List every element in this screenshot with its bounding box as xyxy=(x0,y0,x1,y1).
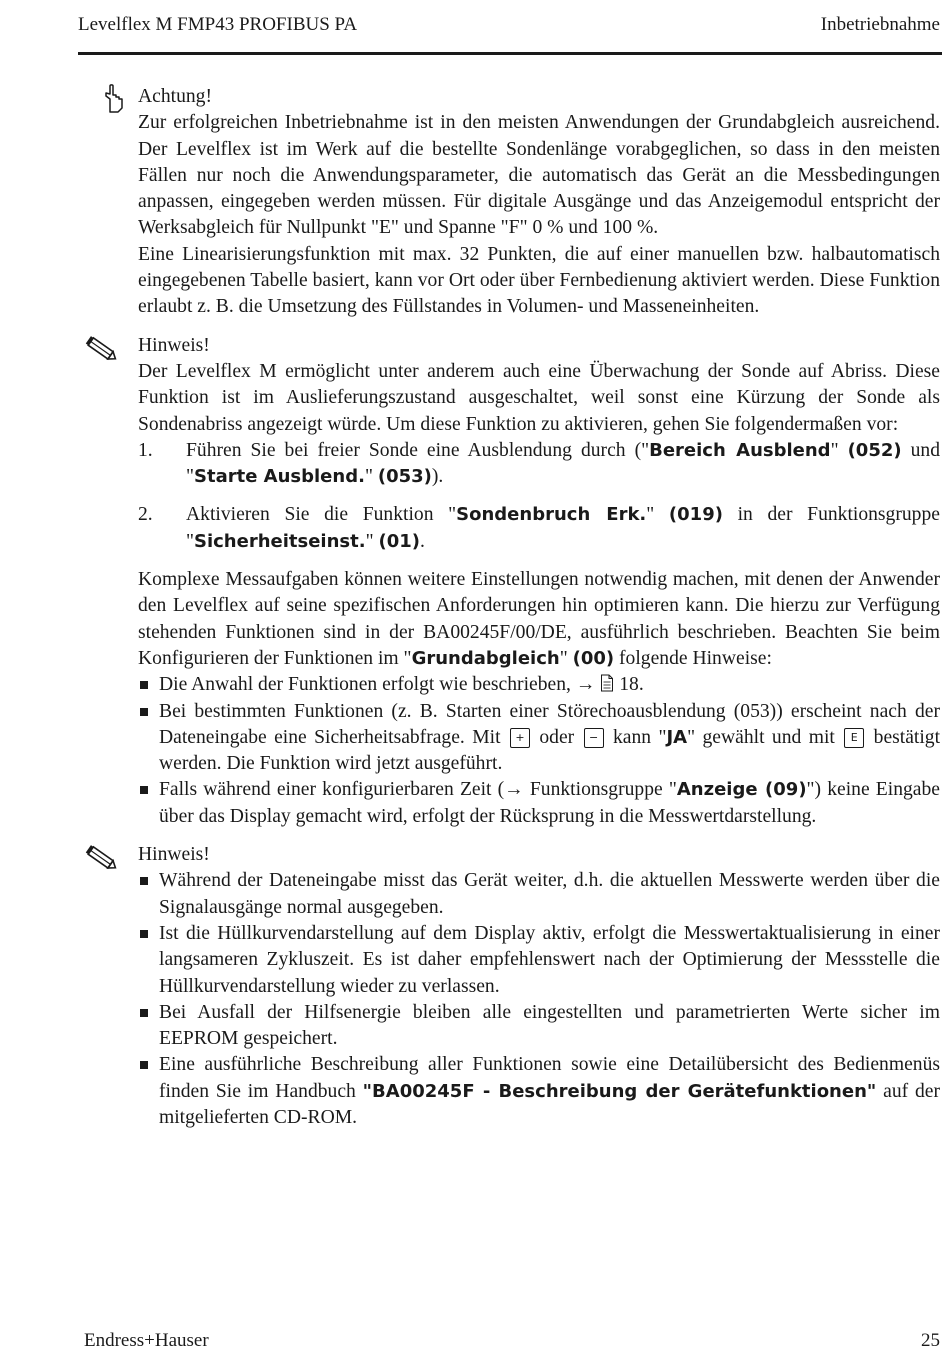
pencil-icon xyxy=(84,335,120,365)
note-block-2 xyxy=(0,842,950,1131)
page-number: 25 xyxy=(921,1330,940,1351)
step-item-2: 2. Aktivieren Sie die Funktion "Sondenbruch Erk." (019) in der Funktionsgruppe "Sicherheitseinst." (01). xyxy=(138,504,940,552)
caution-block xyxy=(0,84,950,321)
caution-title: Achtung! xyxy=(138,86,213,107)
plus-key-icon: + xyxy=(510,728,530,748)
step-item-1: 1. Führen Sie bei freier Sonde eine Ausblendung durch ("Bereich Ausblend" (052) und "Starte Ausblend." (053)). xyxy=(138,439,941,488)
list-item: Bei bestimmten Funktionen (z. B. Starten einer Störechoausblendung (053)) erscheint nach der Dateneingabe eine Sicherheitsabfrage. Mit + oder − kann "JA" gewählt und mit E bestätigt werden. Die Funktion wird jetzt ausgeführt. xyxy=(138,699,940,778)
note-block-1 xyxy=(0,333,950,555)
running-header-title: Levelflex M FMP43 PROFIBUS PA xyxy=(78,14,358,35)
enter-key-icon: E xyxy=(844,728,864,748)
header-rule xyxy=(78,52,942,55)
note-title-1: Hinweis! xyxy=(138,334,210,356)
list-item: Die Anwahl der Funktionen erfolgt wie beschrieben, → 18. xyxy=(138,672,940,698)
page-reference-icon xyxy=(600,674,614,692)
footer-company: Endress+Hauser xyxy=(84,1330,209,1351)
note-title-2: Hinweis! xyxy=(138,844,210,866)
configuration-bullets xyxy=(138,672,940,830)
minus-key-icon: − xyxy=(584,728,604,748)
steps-list xyxy=(138,438,940,555)
list-item: Während der Dateneingabe misst das Gerät weiter, d.h. die aktuellen Messwerte werden über die Signalausgänge normal ausgegeben. xyxy=(138,868,940,921)
pencil-icon xyxy=(84,844,120,874)
page-content xyxy=(0,84,950,1131)
pointing-hand-icon xyxy=(98,84,134,114)
running-header-section: Inbetriebnahme xyxy=(820,14,940,35)
list-item: Eine ausführliche Beschreibung aller Funktionen sowie eine Detailübersicht des Bedienmenüs finden Sie im Handbuch "BA00245F - Beschreibung der Gerätefunktionen" auf der mitgelieferten CD-ROM. xyxy=(138,1052,940,1131)
arrow-right-icon: → xyxy=(575,674,596,696)
configuration-section xyxy=(0,567,950,830)
list-item: Ist die Hüllkurvendarstellung auf dem Display aktiv, erfolgt die Messwertaktualisierung in einer langsameren Zykluszeit. Es ist daher empfehlenswert nach der Optimierung der Messstelle die Hüllkurvendarstellung wieder zu verlassen. xyxy=(138,921,940,1000)
note-intro: Der Levelflex M ermöglicht unter anderem auch eine Überwachung der Sonde auf Abriss. Diese Funktion ist im Auslieferungszustand ausgeschaltet, weil sonst eine Kürzung der Sonde als Sondenabriss angezeigt würde. Um diese Funktion zu aktivieren, gehen Sie folgendermaßen vor: xyxy=(138,360,940,435)
caution-paragraph-1: Zur erfolgreichen Inbetriebnahme ist in den meisten Anwendungen der Grundabgleich ausreichend. Der Levelflex ist im Werk auf die bestellte Sondenlänge vorabgeglichen, so dass in den meisten Fällen nur noch die Anwendungsparameter, die automatisch das Gerät an die Messbedingungen anpassen, eingegeben werden müssen. Für digitale Ausgänge und das Anzeigemodul entspricht der Werksabgleich für Nullpunkt "E" und Spanne "F" 0 % und 100 %. xyxy=(138,112,940,239)
configuration-paragraph: Komplexe Messaufgaben können weitere Einstellungen notwendig machen, mit denen der Anwender den Levelflex auf seine spezifischen Anforderungen hin optimieren kann. Die hierzu zur Verfügung stehenden Funktionen sind in der BA00245F/00/DE, ausführlich beschrieben. Beachten Sie beim Konfigurieren der Funktionen im "Grundabgleich" (00) folgende Hinweise: xyxy=(138,569,940,669)
list-item: Falls während einer konfigurierbaren Zeit (→ Funktionsgruppe "Anzeige (09)") keine Eingabe über das Display gemacht wird, erfolgt der Rücksprung in die Messwertdarstellung. xyxy=(138,777,940,830)
caution-paragraph-2: Eine Linearisierungsfunktion mit max. 32 Punkten, die auf einer manuellen bzw. halbautomatisch eingegebenen Tabelle basiert, kann vor Ort oder über Fernbedienung aktiviert werden. Diese Funktion erlaubt z. B. die Umsetzung des Füllstandes in Volumen- und Masseneinheiten. xyxy=(138,243,940,318)
list-item: Bei Ausfall der Hilfsenergie bleiben alle eingestellten und parametrierten Werte sicher im EEPROM gespeichert. xyxy=(138,1000,940,1053)
note-bullets xyxy=(138,868,940,1131)
